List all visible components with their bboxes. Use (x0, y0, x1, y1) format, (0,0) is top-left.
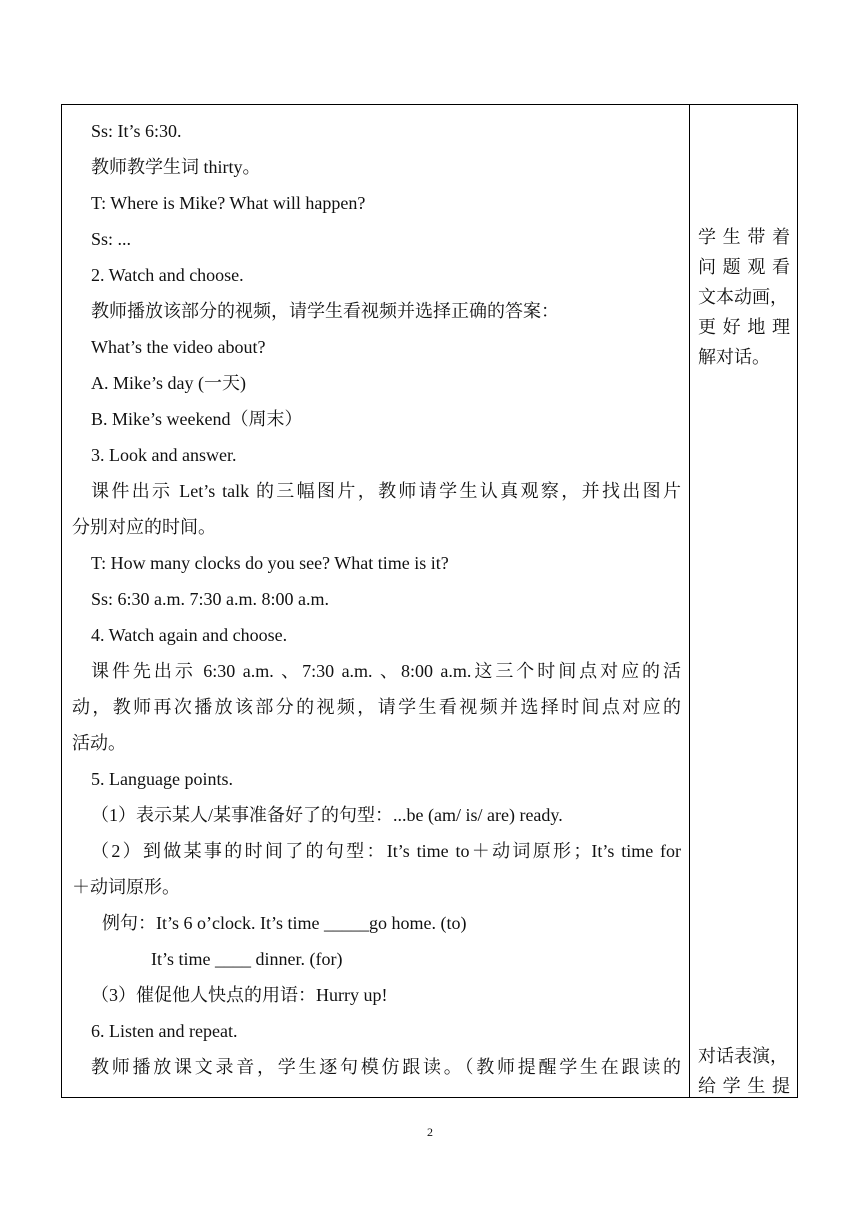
content-line: B. Mike’s weekend（周末） (91, 409, 303, 429)
page-number: 2 (427, 1125, 433, 1139)
content-line: Ss: 6:30 a.m. 7:30 a.m. 8:00 a.m. (91, 589, 329, 609)
content-line: 教师播放该部分的视频，请学生看视频并选择正确的答案： (91, 301, 559, 321)
side-note-line: 文本动画， (698, 287, 788, 307)
content-line: 3. Look and answer. (91, 445, 237, 465)
side-note-line: 学生带着 (698, 227, 790, 247)
content-line: 分别对应的时间。 (72, 517, 216, 537)
content-line: It’s time ____ dinner. (for) (151, 949, 343, 969)
side-note-line: 给学生提 (698, 1076, 790, 1096)
content-line: What’s the video about? (91, 337, 266, 357)
content-line: 4. Watch again and choose. (91, 625, 288, 645)
content-line: T: Where is Mike? What will happen? (91, 193, 366, 213)
lesson-table (61, 104, 798, 1098)
content-line: 课件先出示 6:30 a.m. 、7:30 a.m. 、8:00 a.m.这三个时间点对应的活 (91, 661, 681, 681)
side-note-line: 更好地理 (698, 317, 790, 337)
content-line: A. Mike’s day (一天) (91, 373, 246, 393)
content-line: 活动。 (72, 733, 126, 753)
content-line: （3）催促他人快点的用语：Hurry up! (91, 985, 388, 1005)
content-line: ＋动词原形。 (72, 877, 180, 897)
content-line: T: How many clocks do you see? What time is it? (91, 553, 449, 573)
content-line: Ss: It’s 6:30. (91, 121, 182, 141)
content-line: Ss: ... (91, 229, 132, 249)
content-line: 动，教师再次播放该部分的视频，请学生看视频并选择时间点对应的 (72, 697, 681, 717)
teaching-process-column (62, 105, 689, 1097)
content-line: 教师教学生词 thirty。 (91, 157, 261, 177)
content-line: 例句：It’s 6 o’clock. It’s time _____go home. (to) (102, 913, 467, 933)
side-note-line: 对话表演， (698, 1046, 788, 1066)
side-note-line: 问题观看 (698, 257, 790, 277)
content-line: 6. Listen and repeat. (91, 1021, 238, 1041)
content-line: 课件出示 Let’s talk 的三幅图片，教师请学生认真观察，并找出图片 (91, 481, 681, 501)
content-line: 教师播放课文录音，学生逐句模仿跟读。（教师提醒学生在跟读的 (91, 1057, 681, 1077)
content-line: 5. Language points. (91, 769, 233, 789)
design-intent-column (690, 105, 797, 1097)
content-line: 2. Watch and choose. (91, 265, 244, 285)
side-note-line: 解对话。 (698, 347, 770, 367)
content-line: （1）表示某人/某事准备好了的句型：...be (am/ is/ are) ready. (91, 805, 563, 825)
content-line: （2）到做某事的时间了的句型：It’s time to＋动词原形；It’s time for (91, 841, 681, 861)
